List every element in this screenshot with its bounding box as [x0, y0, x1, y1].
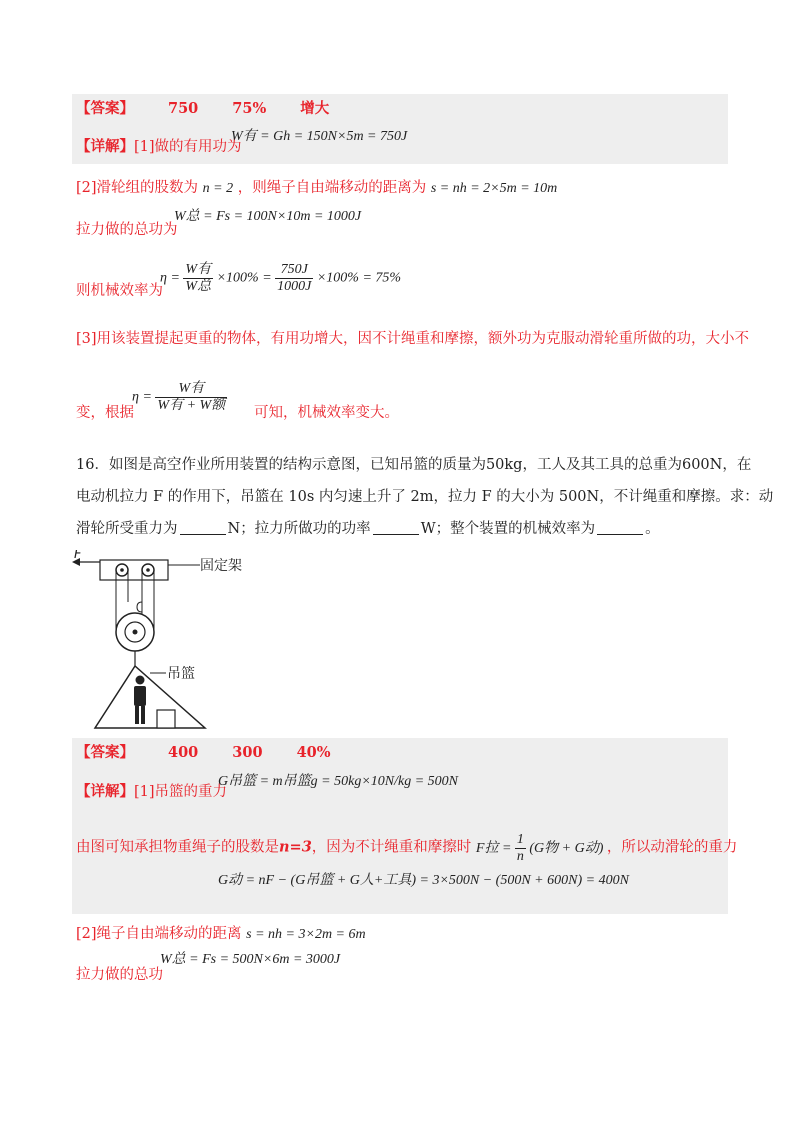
pulley-diagram [70, 550, 250, 730]
detail-row-9: [2]绳子自由端移动的距离 s = nh = 3×2m = 6m [76, 926, 366, 942]
answer-blank [597, 520, 643, 535]
detail-row-6: 变，根据 可知，机械效率变大。 [76, 405, 399, 421]
detail-row-5: [3]用该装置提起更重的物体，有用功增大，因不计绳重和摩擦，额外功为克服动滑轮重所做的功，大小不 [76, 331, 750, 347]
formula-total-work: W总 = Fs = 100N×10m = 1000J [174, 209, 362, 224]
answer-value: 750 [168, 100, 199, 117]
formula-efficiency: η = $\frac{\text{W有}}{\text{W总}}$ ×100% = $\frac{750J}{1000J}$ ×100% = 75% [160, 262, 402, 294]
formula-efficiency-general: η = $\frac{\text{W有}}{\text{W有 + W额}}$ [132, 381, 226, 413]
detail-label: 【详解】 [76, 138, 134, 155]
detail-label: 【详解】 [76, 783, 134, 800]
detail-text: ，则绳子自由端移动的距离为 [237, 180, 427, 196]
detail-row-7: 【详解】[1]吊篮的重力 [76, 783, 228, 800]
formula-useful-work: W有 = Gh = 150N×5m = 750J [231, 129, 408, 144]
fixed-frame [100, 560, 168, 580]
formula-total-work-2: W总 = Fs = 500N×6m = 3000J [160, 952, 341, 967]
answer-blank [373, 520, 419, 535]
answer-label: 【答案】 [76, 100, 134, 117]
answer-value: 75% [232, 100, 267, 117]
answer-value: 300 [232, 744, 263, 761]
detail-row-8: 由图可知承担物重绳子的股数是n=3，因为不计绳重和摩擦时 F拉 = $\frac{1}{n}$ (G物 + G动) ，所以动滑轮的重力 [76, 832, 738, 864]
frame-label: 固定架 [200, 558, 242, 574]
formula-basket-weight: G吊篮 = m吊篮g = 50kg×10N/kg = 500N [218, 774, 459, 789]
detail-row-1 [76, 137, 242, 157]
force-label: F [74, 550, 82, 562]
answer-row-1 [76, 99, 329, 119]
answer-value: 400 [168, 744, 199, 761]
detail-row-3: 拉力做的总功为 [76, 222, 178, 238]
question-16-line-3: 滑轮所受重力为 N；拉力所做功的功率 W；整个装置的机械效率为 。 [76, 521, 660, 537]
formula-pulley-weight: G动 = nF − (G吊篮 + G人+工具) = 3×500N − (500N + 600N) = 400N [218, 873, 629, 888]
answer-row-2 [76, 743, 331, 763]
question-16-line-1: 16．如图是高空作业所用装置的结构示意图，已知吊篮的质量为50kg，工人及其工具的总重为600N，在 [76, 457, 752, 473]
formula-rope-distance: s = nh = 3×2m = 6m [246, 927, 366, 942]
answer-label: 【答案】 [76, 744, 134, 761]
answer-blank [180, 520, 226, 535]
detail-text: [2]滑轮组的股数为 [76, 180, 199, 196]
question-16-line-2: 电动机拉力 F 的作用下，吊篮在 10s 内匀速上升了 2m，拉力 F 的大小为 500N，不计绳重和摩擦。求：动 [76, 489, 774, 505]
answer-value: 增大 [300, 100, 330, 117]
formula-n: n = 2 [202, 181, 234, 196]
formula-distance: s = nh = 2×5m = 10m [430, 181, 558, 196]
detail-row-2 [76, 178, 557, 199]
detail-row-10: 拉力做的总功 [76, 967, 163, 983]
detail-row-4: 则机械效率为 [76, 283, 163, 299]
formula-pull-force: F拉 = $\frac{1}{n}$ (G物 + G动) [475, 832, 604, 864]
answer-value: 40% [296, 744, 331, 761]
detail-text: [1]做的有用功为 [134, 139, 242, 155]
basket-label: 吊篮 [167, 666, 195, 682]
